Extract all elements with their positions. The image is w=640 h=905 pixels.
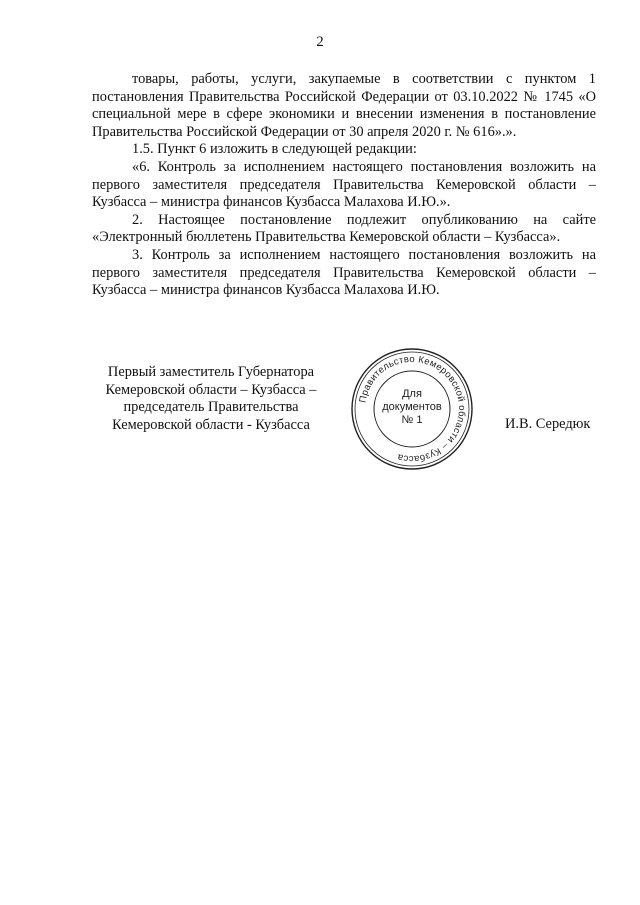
signature-block [0,364,640,454]
paragraph-item-3: 3. Контроль за исполнением настоящего постановления возложить на первого заместителя председателя Правительства Кемеровской области – Кузбасса – министра финансов Кузбасса Малахова И.Ю. [92,246,596,299]
signer-title [96,364,326,434]
seal-center-line: № 1 [401,414,423,426]
paragraph-continuation: товары, работы, услуги, закупаемые в соответствии с пунктом 1 постановления Правительства Российской Федерации от 03.10.2022 № 1745 «О специальной мере в сфере экономики и внесении изменения в постановление Правительства Российской Федерации от 30 апреля 2020 г. № 616».». [92,71,596,140]
signer-title-line: Кемеровской области - Кузбасса [112,416,310,433]
paragraph-item-1-5: 1.5. Пункт 6 изложить в следующей редакции: [132,141,417,158]
signer-title-line: Первый заместитель Губернатора [107,364,315,380]
seal-center-line: Для [402,388,422,400]
signer-title-line: председатель Правительства [123,399,299,416]
paragraph-item-6: «6. Контроль за исполнением настоящего постановления возложить на первого заместителя председателя Правительства Кемеровской области – Кузбасса – министра финансов Кузбасса Малахова И.Ю.». [92,158,596,211]
signer-title-line: Кемеровской области – Кузбасса – [105,381,317,398]
document-body [92,71,596,300]
official-seal [350,347,474,471]
seal-ring-text: Правительство Кемеровской области – Кузбасса [357,353,468,465]
paragraph-item-2: 2. Настоящее постановление подлежит опубликованию на сайте «Электронный бюллетень Правительства Кемеровской области – Кузбасса». [92,211,596,246]
page-number: 2 [316,34,324,50]
seal-center-line: документов [382,401,442,413]
signer-name: И.В. Середюк [505,416,591,432]
